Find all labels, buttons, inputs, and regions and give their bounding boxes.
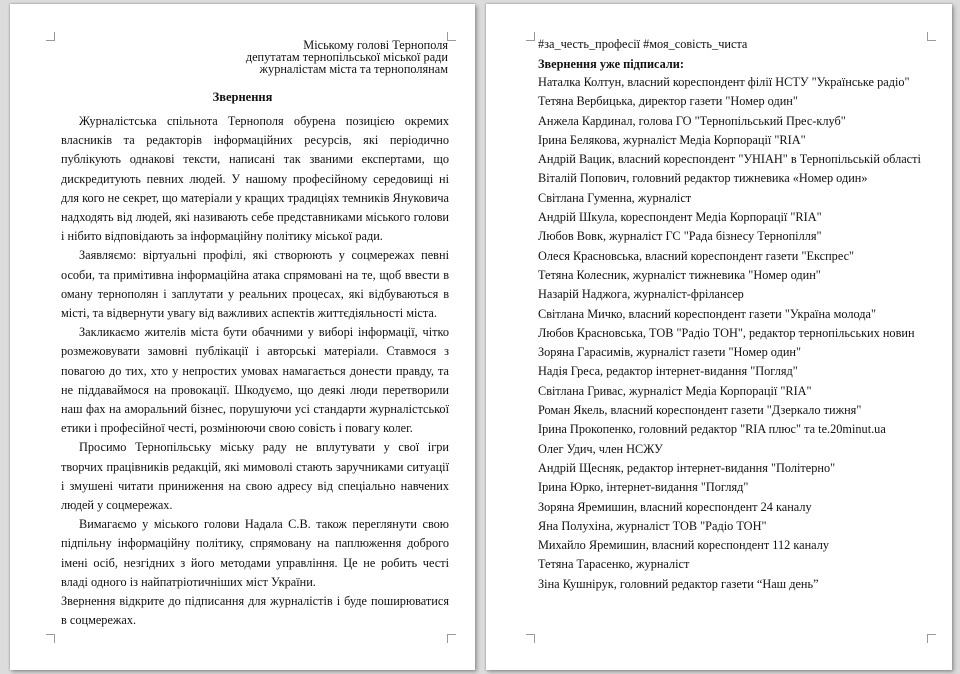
signatory-item: Надія Греса, редактор інтернет-видання "Погляд" [538, 364, 798, 379]
signatory-item: Зіна Кушнірук, головний редактор газети “Наш день” [538, 576, 819, 591]
left-page [10, 4, 475, 670]
paragraph: Заявляємо: віртуальні профілі, які створюють у соцмережах певні особи, та примітивна інформаційна атака спрямовані на те, щоб ввести в оману тернополян і заплутати у реальних процесах, які відбуваються в місті, та відвернути увагу від важливих аспектів життєдіяльності міста. [61, 248, 449, 321]
crop-mark [447, 32, 456, 41]
signatory-item: Ірина Юрко, інтернет-видання "Погляд" [538, 480, 749, 495]
addressee-line: журналістам міста та тернополянам [259, 62, 448, 76]
signatory-item: Світлана Гуменна, журналіст [538, 190, 692, 205]
signatories-heading: Звернення уже підписали: [538, 57, 684, 71]
signatory-item: Назарій Наджога, журналіст-фрілансер [538, 287, 744, 302]
signatory-item: Олег Удич, член НСЖУ [538, 441, 663, 456]
addressee-line: депутатам тернопільської міської ради [245, 50, 448, 64]
crop-mark [927, 634, 936, 643]
signatory-item: Любов Красновська, ТОВ "Радіо ТОН", редактор тернопільських новин [538, 325, 915, 340]
signatory-item: Ірина Прокопенко, головний редактор "RIA плюс" та te.20minut.ua [538, 422, 886, 437]
hashtags: #за_честь_професії #моя_совість_чиста [538, 37, 748, 51]
appeal-body [61, 112, 449, 630]
signatory-item: Зоряна Гарасимів, журналіст газети "Номер один" [538, 345, 802, 360]
crop-mark [447, 634, 456, 643]
crop-mark [46, 634, 55, 643]
crop-mark [526, 32, 535, 41]
paragraph: Закликаємо жителів міста бути обачними у виборі інформації, чітко розмежовувати замовні публікації і авторські матеріали. Ставмося з повагою до тих, хто у непростих умовах намагається донести правду, та не піддаваймося на провокації. Шкодуємо, що деякі люди перетворили наш фах на аморальний бізнес, порушуючи усі стандарти журналістської етики і професійної честі, розмінюючи свою совість і повагу колег. [61, 325, 449, 436]
closing-paragraph: Звернення відкрите до підписання для журналістів і буде поширюватися в соцмережах. [61, 594, 449, 628]
signatory-item: Андрій Щесняк, редактор інтернет-видання "Політерно" [538, 460, 836, 475]
addressee-line: Міському голові Тернополя [303, 38, 448, 52]
signatory-item: Тетяна Колесник, журналіст тижневика "Номер один" [538, 267, 821, 282]
signatory-item: Андрій Вацик, власний кореспондент "УНІАН" в Тернопільській області [538, 152, 921, 167]
signatories-list [538, 73, 938, 594]
signatory-item: Андрій Шкула, кореспондент Медіа Корпорації "RIA" [538, 210, 822, 225]
addressee-block [240, 39, 448, 75]
signatory-item: Тетяна Тарасенко, журналіст [538, 557, 690, 572]
signatory-item: Олеся Красновська, власний кореспондент газети "Експрес" [538, 248, 855, 263]
document-title: Звернення [212, 90, 273, 104]
crop-mark [927, 32, 936, 41]
paragraph: Вимагаємо у міського голови Надала С.В. також переглянути свою підпільну інформаційну політику, спрямовану на паплюження доброго імені осіб, незгідних з його методами управління. Це не робить честі владі одного із найпатріотичніших міст України. [61, 517, 449, 589]
paragraph: Журналістська спільнота Тернополя обурена позицією окремих власників та редакторів інформаційних ресурсів, які періодично публікують однакові тексти, написані так званими експертами, що дискредитують певних людей. У нашому професійному середовищі ні для кого не секрет, що матеріали у кращих традиціях темників Януковича надходять від людей, які називають себе представниками міського голови і нібито відповідають за інформаційну політику міської ради. [61, 114, 449, 244]
paragraph: Просимо Тернопільську міську раду не вплутувати у свої ігри творчих працівників редакцій, які мимоволі стають заручниками ситуації і змушені читати приниження на свою адресу від спеціально навчених людей у соцмережах. [61, 440, 449, 513]
crop-mark [46, 32, 55, 41]
signatory-item: Світлана Мичко, власний кореспондент газети "Україна молода" [538, 306, 877, 321]
signatory-item: Наталка Колтун, власний кореспондент філії НСТУ "Українське радіо" [538, 75, 910, 89]
signatory-item: Яна Полухіна, журналіст ТОВ "Радіо ТОН" [538, 518, 767, 533]
signatory-item: Світлана Гривас, журналіст Медіа Корпорації "RIA" [538, 383, 812, 398]
crop-mark [526, 634, 535, 643]
right-page [486, 4, 952, 670]
signatory-item: Роман Якель, власний кореспондент газети "Дзеркало тижня" [538, 403, 862, 418]
signatory-item: Анжела Кардинал, голова ГО "Тернопільський Прес-клуб" [538, 113, 846, 128]
signatory-item: Ірина Белякова, журналіст Медіа Корпорації "RIA" [538, 132, 806, 147]
signatory-item: Любов Вовк, журналіст ГС "Рада бізнесу Тернопілля" [538, 229, 822, 244]
signatory-item: Віталій Попович, головний редактор тижневика «Номер один» [538, 171, 868, 186]
signatory-item: Михайло Яремишин, власний кореспондент 112 каналу [538, 538, 830, 553]
signatory-item: Зоряна Яремишин, власний кореспондент 24 каналу [538, 499, 812, 514]
signatory-item: Тетяна Вербицька, директор газети "Номер один" [538, 94, 798, 109]
